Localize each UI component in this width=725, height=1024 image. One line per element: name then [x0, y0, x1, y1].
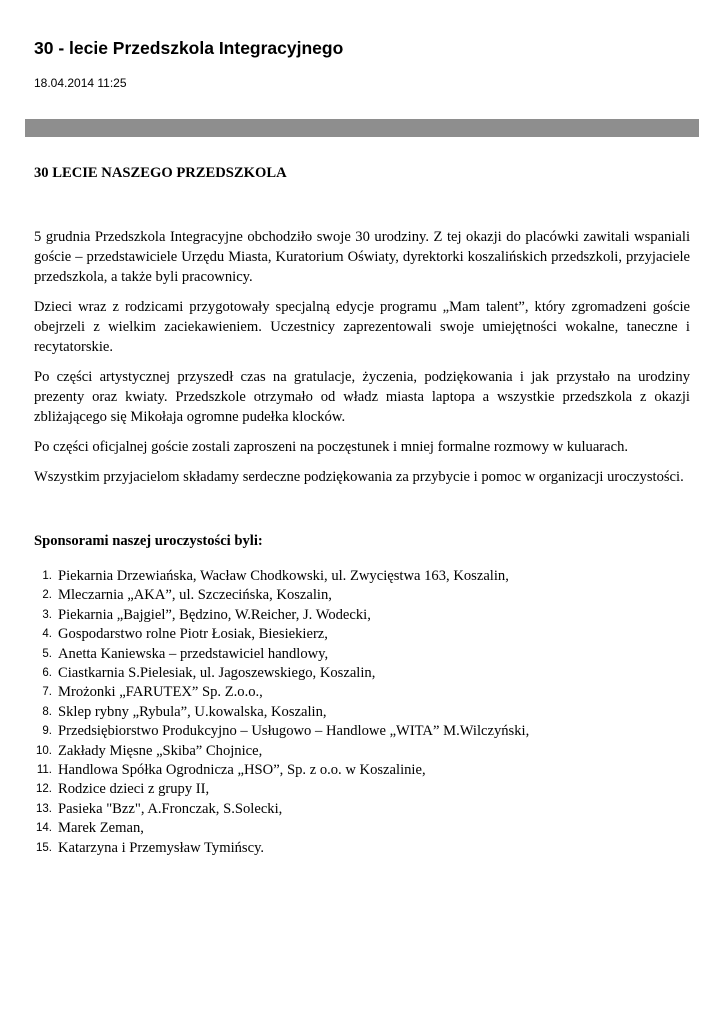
list-item-text: Marek Zeman,: [58, 820, 144, 837]
list-item-number: 8.: [42, 705, 52, 718]
sponsor-list-item: [34, 664, 690, 683]
sponsor-list-item: [34, 742, 690, 761]
list-item-text: Piekarnia Drzewiańska, Wacław Chodkowski, ul. Zwycięstwa 163, Koszalin,: [58, 568, 509, 584]
sponsor-list-item: [34, 819, 690, 838]
list-item-text: Zakłady Mięsne „Skiba” Chojnice,: [58, 742, 263, 759]
list-item-text: Rodzice dzieci z grupy II,: [58, 781, 210, 798]
sponsor-list-item: [34, 780, 690, 799]
sponsor-list-item: [34, 586, 690, 605]
list-item-text: Pasieka "Bzz", A.Fronczak, S.Solecki,: [58, 800, 283, 817]
list-item-number: 12.: [36, 783, 52, 796]
list-item-number: 11.: [36, 764, 52, 777]
list-item-text: Przedsiębiorstwo Produkcyjno – Usługowo – Handlowe „WITA” M.Wilczyński,: [58, 723, 530, 740]
article-paragraph: Po części artystycznej przyszedł czas na gratulacje, życzenia, podziękowania i jak przystało na urodziny prezenty oraz kwiaty. Przedszkole otrzymało od władz miasta laptopa a wszystkie przedszkola z okazji zbliżającego się Mikołaja ogromne pudełka klocków.: [34, 369, 690, 425]
list-item-text: Handlowa Spółka Ogrodnicza „HSO”, Sp. z o.o. w Koszalinie,: [58, 762, 426, 779]
header-divider-bar: [25, 119, 699, 137]
sponsor-list-item: [34, 567, 690, 586]
list-item-text: Mrożonki „FARUTEX” Sp. Z.o.o.,: [58, 684, 263, 701]
article-paragraph: Po części oficjalnej goście zostali zaproszeni na poczęstunek i mniej formalne rozmowy w kuluarach.: [34, 439, 629, 455]
list-item-text: Ciastkarnia S.Pielesiak, ul. Jagoszewskiego, Koszalin,: [58, 665, 376, 682]
list-item-number: 13.: [36, 802, 52, 815]
article-paragraph: Wszystkim przyjacielom składamy serdeczne podziękowania za przybycie i pomoc w organizacji uroczystości.: [34, 469, 684, 485]
article-body: [34, 163, 690, 858]
page-title: 30 - lecie Przedszkola Integracyjnego: [34, 38, 344, 58]
list-item-text: Sklep rybny „Rybula”, U.kowalska, Koszalin,: [58, 703, 327, 720]
sponsor-list-item: [34, 761, 690, 780]
list-item-number: 6.: [42, 667, 52, 680]
list-item-number: 4.: [42, 628, 52, 641]
list-item-text: Katarzyna i Przemysław Tymińscy.: [58, 839, 265, 856]
article-paragraph: Dzieci wraz z rodzicami przygotowały specjalną edycje programu „Mam talent”, który zgromadzeni goście obejrzeli z wielkim zaciekawieniem. Uczestnicy zaprezentowali swoje umiejętności wokalne, taneczne i recytatorskie.: [34, 299, 690, 355]
sponsor-list-item: [34, 625, 690, 644]
sponsor-list-item: [34, 722, 690, 741]
list-item-number: 3.: [42, 608, 52, 621]
article-heading: 30 LECIE NASZEGO PRZEDSZKOLA: [34, 165, 287, 181]
list-item-number: 14.: [36, 822, 52, 835]
list-item-number: 9.: [42, 725, 52, 738]
sponsor-list-item: [34, 839, 690, 858]
publish-date: 18.04.2014 11:25: [34, 76, 127, 90]
sponsor-list-item: [34, 800, 690, 819]
sponsor-list-item: [34, 703, 690, 722]
sponsors-heading: Sponsorami naszej uroczystości byli:: [34, 533, 263, 549]
list-item-number: 15.: [36, 841, 52, 854]
sponsors-list: [34, 567, 690, 858]
list-item-text: Anetta Kaniewska – przedstawiciel handlowy,: [58, 645, 329, 662]
list-item-number: 10.: [36, 744, 52, 757]
sponsor-list-item: [34, 606, 690, 625]
list-item-text: Piekarnia „Bajgiel”, Będzino, W.Reicher, J. Wodecki,: [58, 606, 371, 623]
list-item-number: 2.: [42, 589, 52, 602]
list-item-number: 1.: [42, 570, 52, 582]
sponsor-list-item: [34, 645, 690, 664]
list-item-number: 7.: [42, 686, 52, 699]
article-paragraph: 5 grudnia Przedszkola Integracyjne obchodziło swoje 30 urodziny. Z tej okazji do placówki zawitali wspaniali goście – przedstawiciele Urzędu Miasta, Kuratorium Oświaty, dyrektorki koszalińskich przedszkoli, przyjaciele przedszkola, a także byli pracownicy.: [34, 229, 690, 285]
list-item-text: Mleczarnia „AKA”, ul. Szczecińska, Koszalin,: [58, 587, 332, 604]
sponsor-list-item: [34, 683, 690, 702]
list-item-number: 5.: [42, 647, 52, 660]
list-item-text: Gospodarstwo rolne Piotr Łosiak, Biesiekierz,: [58, 626, 328, 643]
